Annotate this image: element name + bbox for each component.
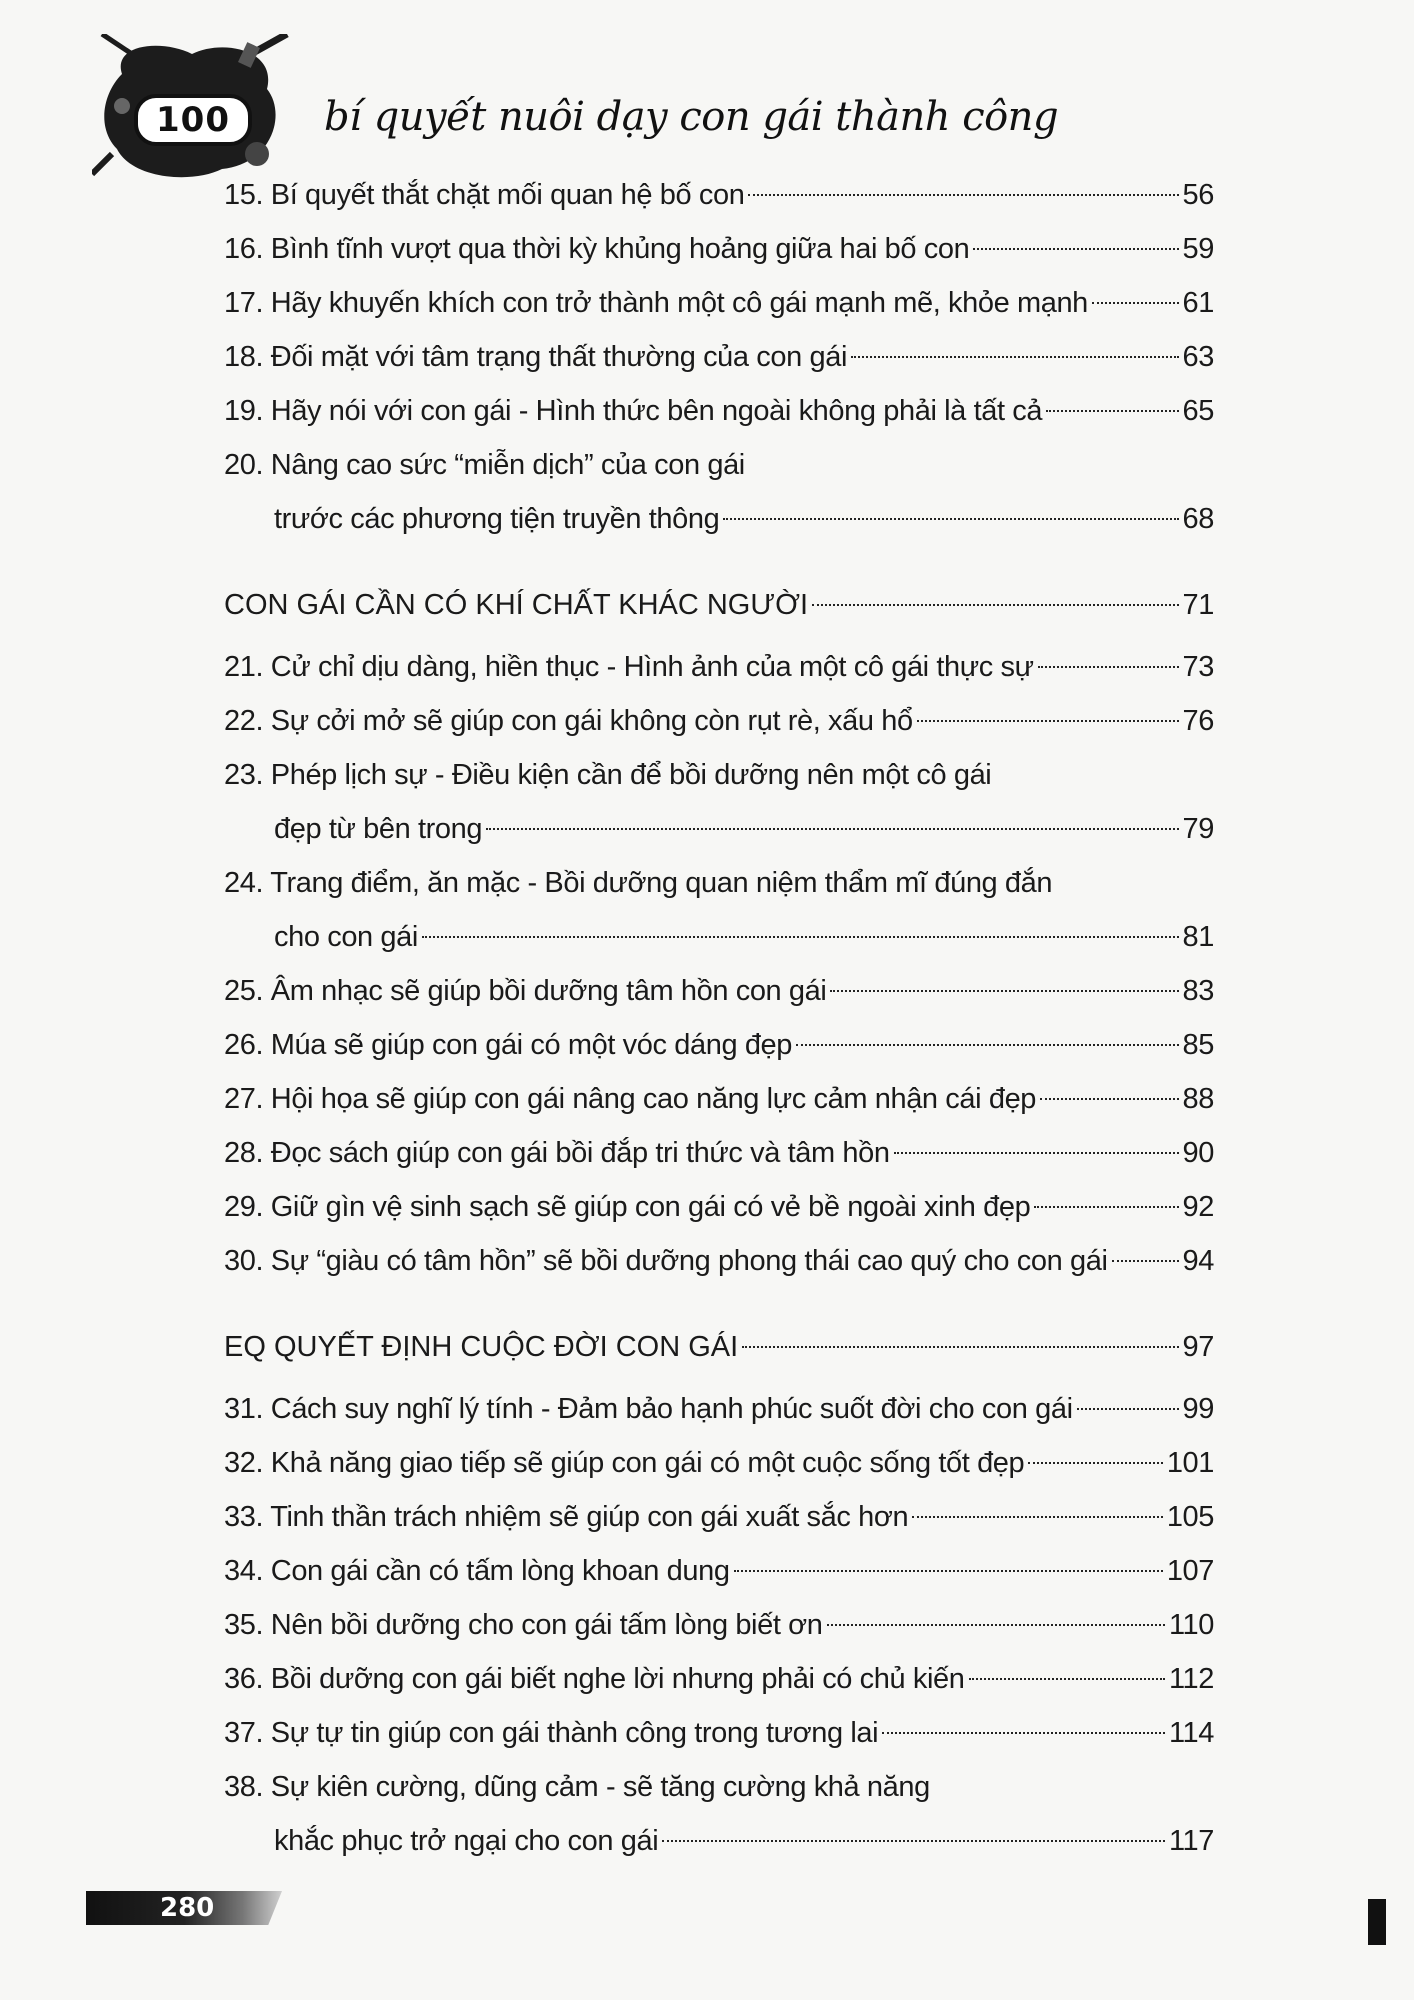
leader-dots bbox=[894, 1152, 1179, 1154]
toc-entry-title: 21. Cử chỉ dịu dàng, hiền thục - Hình ảnh của một cô gái thực sự bbox=[224, 651, 1034, 683]
toc-entry-page: 81 bbox=[1182, 921, 1214, 953]
toc-entry-title: cho con gái bbox=[274, 921, 418, 953]
toc-entry-page: 83 bbox=[1182, 975, 1214, 1007]
leader-dots bbox=[969, 1678, 1165, 1680]
toc-entry bbox=[224, 964, 1214, 1018]
toc-entry bbox=[224, 1652, 1214, 1706]
toc-entry-page: 73 bbox=[1182, 651, 1214, 683]
leader-dots bbox=[662, 1840, 1165, 1842]
toc-entry-page: 63 bbox=[1182, 341, 1214, 373]
section-title: CON GÁI CẦN CÓ KHÍ CHẤT KHÁC NGƯỜI bbox=[224, 589, 809, 621]
toc-group-2 bbox=[224, 640, 1214, 1288]
leader-dots bbox=[422, 936, 1179, 938]
toc-entry-page: 88 bbox=[1182, 1083, 1214, 1115]
leader-dots bbox=[723, 518, 1178, 520]
toc-entry bbox=[224, 1234, 1214, 1288]
leader-dots bbox=[1077, 1408, 1179, 1410]
leader-dots bbox=[1046, 410, 1178, 412]
leader-dots bbox=[912, 1516, 1163, 1518]
toc-entry bbox=[224, 1072, 1214, 1126]
toc-entry-page: 90 bbox=[1182, 1137, 1214, 1169]
toc-entry-title: 28. Đọc sách giúp con gái bồi đắp tri thức và tâm hồn bbox=[224, 1137, 890, 1169]
toc-entry-title: 25. Âm nhạc sẽ giúp bồi dưỡng tâm hồn con gái bbox=[224, 975, 827, 1007]
leader-dots bbox=[1092, 302, 1179, 304]
toc-entry-title: đẹp từ bên trong bbox=[274, 813, 483, 845]
series-number-badge: 100 bbox=[134, 94, 252, 146]
toc-entry-page: 59 bbox=[1182, 233, 1214, 265]
section-page: 97 bbox=[1182, 1331, 1214, 1363]
toc-entry-title: 38. Sự kiên cường, dũng cảm - sẽ tăng cường khả năng bbox=[224, 1771, 930, 1803]
table-of-contents bbox=[224, 168, 1214, 1868]
toc-entry-title: 30. Sự “giàu có tâm hồn” sẽ bồi dưỡng phong thái cao quý cho con gái bbox=[224, 1245, 1108, 1277]
toc-entry bbox=[224, 384, 1214, 438]
leader-dots bbox=[812, 604, 1178, 606]
leader-dots bbox=[742, 1346, 1178, 1348]
toc-entry-page: 112 bbox=[1168, 1663, 1214, 1695]
toc-group-1 bbox=[224, 168, 1214, 546]
toc-entry-title: 22. Sự cởi mở sẽ giúp con gái không còn rụt rè, xấu hổ bbox=[224, 705, 913, 737]
toc-entry bbox=[224, 276, 1214, 330]
section-page: 71 bbox=[1182, 589, 1214, 621]
toc-entry-title: 29. Giữ gìn vệ sinh sạch sẽ giúp con gái có vẻ bề ngoài xinh đẹp bbox=[224, 1191, 1031, 1223]
toc-entry-title: 37. Sự tự tin giúp con gái thành công trong tương lai bbox=[224, 1717, 879, 1749]
toc-entry-title: 19. Hãy nói với con gái - Hình thức bên ngoài không phải là tất cả bbox=[224, 395, 1043, 427]
toc-entry bbox=[224, 1436, 1214, 1490]
leader-dots bbox=[1040, 1098, 1179, 1100]
toc-entry bbox=[224, 748, 1214, 856]
toc-entry-title: 17. Hãy khuyến khích con trở thành một cô gái mạnh mẽ, khỏe mạnh bbox=[224, 287, 1088, 319]
toc-entry-title: 24. Trang điểm, ăn mặc - Bồi dưỡng quan niệm thẩm mĩ đúng đắn bbox=[224, 867, 1053, 899]
toc-entry-title: 32. Khả năng giao tiếp sẽ giúp con gái có một cuộc sống tốt đẹp bbox=[224, 1447, 1025, 1479]
toc-entry bbox=[224, 1180, 1214, 1234]
page-number: 280 bbox=[160, 1893, 215, 1923]
toc-entry-title: 34. Con gái cần có tấm lòng khoan dung bbox=[224, 1555, 730, 1587]
leader-dots bbox=[1038, 666, 1179, 668]
toc-group-3 bbox=[224, 1382, 1214, 1868]
toc-entry-page: 61 bbox=[1182, 287, 1214, 319]
toc-entry-page: 117 bbox=[1168, 1825, 1214, 1857]
leader-dots bbox=[1034, 1206, 1178, 1208]
toc-entry bbox=[224, 1760, 1214, 1868]
toc-entry-page: 85 bbox=[1182, 1029, 1214, 1061]
toc-entry bbox=[224, 330, 1214, 384]
toc-entry bbox=[224, 856, 1214, 964]
leader-dots bbox=[486, 828, 1178, 830]
toc-entry-title: trước các phương tiện truyền thông bbox=[274, 503, 720, 535]
leader-dots bbox=[830, 990, 1178, 992]
toc-entry-title: khắc phục trở ngại cho con gái bbox=[274, 1825, 659, 1857]
toc-section-heading bbox=[224, 1320, 1214, 1374]
toc-entry-page: 92 bbox=[1182, 1191, 1214, 1223]
page-edge-mark bbox=[1368, 1899, 1386, 1945]
toc-entry bbox=[224, 1382, 1214, 1436]
toc-entry-page: 76 bbox=[1182, 705, 1214, 737]
toc-entry-title: 31. Cách suy nghĩ lý tính - Đảm bảo hạnh phúc suốt đời cho con gái bbox=[224, 1393, 1073, 1425]
toc-entry-page: 94 bbox=[1182, 1245, 1214, 1277]
leader-dots bbox=[1112, 1260, 1179, 1262]
toc-section-heading bbox=[224, 578, 1214, 632]
toc-entry-page: 105 bbox=[1166, 1501, 1214, 1533]
toc-entry-title: 27. Hội họa sẽ giúp con gái nâng cao năng lực cảm nhận cái đẹp bbox=[224, 1083, 1037, 1115]
toc-entry-page: 101 bbox=[1166, 1447, 1214, 1479]
toc-entry-page: 99 bbox=[1182, 1393, 1214, 1425]
leader-dots bbox=[796, 1044, 1179, 1046]
toc-entry-page: 114 bbox=[1168, 1717, 1214, 1749]
section-title: EQ QUYẾT ĐỊNH CUỘC ĐỜI CON GÁI bbox=[224, 1331, 739, 1363]
running-header bbox=[92, 34, 1059, 184]
toc-entry-page: 79 bbox=[1182, 813, 1214, 845]
toc-entry bbox=[224, 1126, 1214, 1180]
toc-entry bbox=[224, 438, 1214, 546]
toc-entry bbox=[224, 1544, 1214, 1598]
toc-entry bbox=[224, 222, 1214, 276]
leader-dots bbox=[734, 1570, 1163, 1572]
toc-entry bbox=[224, 694, 1214, 748]
toc-entry-title: 20. Nâng cao sức “miễn dịch” của con gái bbox=[224, 449, 745, 481]
toc-entry-title: 35. Nên bồi dưỡng cho con gái tấm lòng biết ơn bbox=[224, 1609, 823, 1641]
toc-entry bbox=[224, 168, 1214, 222]
toc-entry bbox=[224, 1598, 1214, 1652]
toc-entry-page: 56 bbox=[1182, 179, 1214, 211]
toc-entry-title: 26. Múa sẽ giúp con gái có một vóc dáng đẹp bbox=[224, 1029, 793, 1061]
toc-entry-title: 18. Đối mặt với tâm trạng thất thường của con gái bbox=[224, 341, 848, 373]
toc-entry bbox=[224, 1490, 1214, 1544]
book-title: bí quyết nuôi dạy con gái thành công bbox=[324, 94, 1059, 140]
toc-entry-title: 23. Phép lịch sự - Điều kiện cần để bồi dưỡng nên một cô gái bbox=[224, 759, 992, 791]
toc-entry bbox=[224, 640, 1214, 694]
toc-entry-title: 33. Tinh thần trách nhiệm sẽ giúp con gái xuất sắc hơn bbox=[224, 1501, 909, 1533]
leader-dots bbox=[748, 194, 1178, 196]
toc-entry-title: 15. Bí quyết thắt chặt mối quan hệ bố con bbox=[224, 179, 745, 211]
toc-entry bbox=[224, 1706, 1214, 1760]
leader-dots bbox=[1028, 1462, 1163, 1464]
toc-entry-page: 107 bbox=[1166, 1555, 1214, 1587]
toc-entry bbox=[224, 1018, 1214, 1072]
leader-dots bbox=[917, 720, 1179, 722]
toc-entry-page: 65 bbox=[1182, 395, 1214, 427]
leader-dots bbox=[882, 1732, 1165, 1734]
leader-dots bbox=[827, 1624, 1165, 1626]
toc-entry-title: 36. Bồi dưỡng con gái biết nghe lời nhưng phải có chủ kiến bbox=[224, 1663, 965, 1695]
leader-dots bbox=[851, 356, 1179, 358]
toc-entry-page: 68 bbox=[1182, 503, 1214, 535]
leader-dots bbox=[973, 248, 1178, 250]
toc-entry-title: 16. Bình tĩnh vượt qua thời kỳ khủng hoảng giữa hai bố con bbox=[224, 233, 970, 265]
toc-entry-page: 110 bbox=[1168, 1609, 1214, 1641]
